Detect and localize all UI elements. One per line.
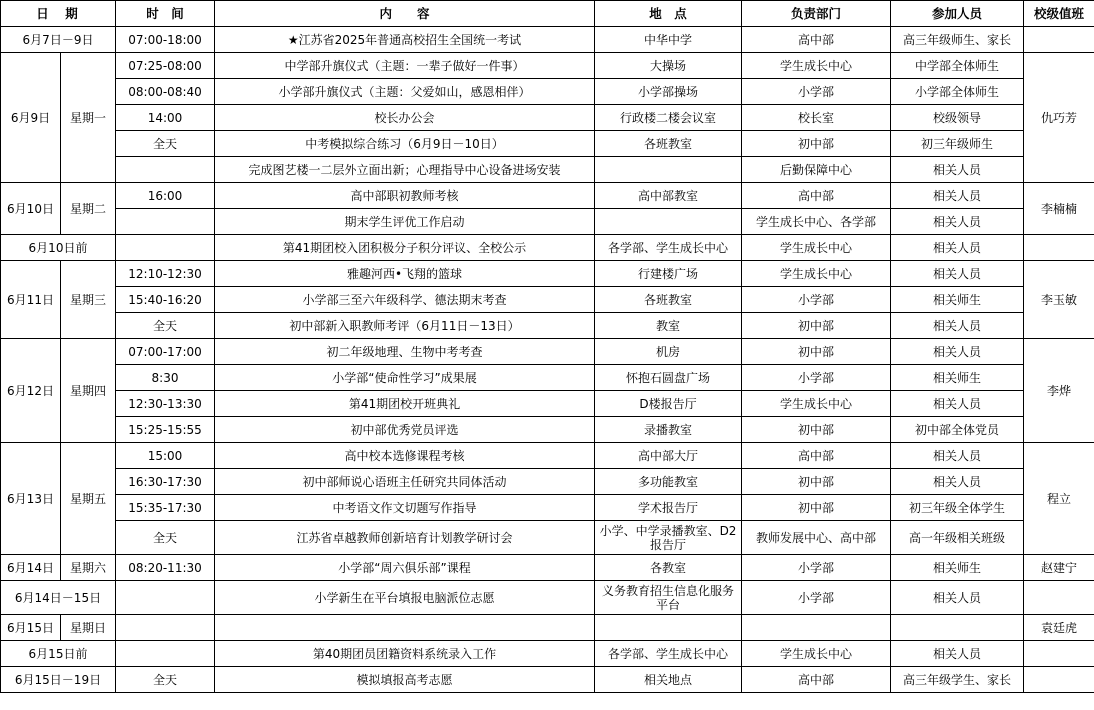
content-cell: 中考语文作文切题写作指导 — [215, 495, 595, 521]
people-cell: 相关师生 — [891, 555, 1024, 581]
people-cell: 初三年级师生 — [891, 131, 1024, 157]
duty-cell: 仇巧芳 — [1024, 53, 1094, 183]
weekday-cell: 星期一 — [61, 53, 116, 183]
duty-cell: 李玉敏 — [1024, 261, 1094, 339]
time-cell: 12:10-12:30 — [116, 261, 215, 287]
date-cell: 6月15日前 — [1, 641, 116, 667]
content-cell: 模拟填报高考志愿 — [215, 667, 595, 693]
header-content: 内 容 — [215, 1, 595, 27]
place-cell: 教室 — [595, 313, 742, 339]
place-cell: 各班教室 — [595, 287, 742, 313]
date-cell: 6月14日 — [1, 555, 61, 581]
table-row — [1, 313, 1094, 339]
table-row — [1, 131, 1094, 157]
weekday-cell: 星期四 — [61, 339, 116, 443]
people-cell: 相关人员 — [891, 235, 1024, 261]
content-cell: ★江苏省2025年普通高校招生全国统一考试 — [215, 27, 595, 53]
time-cell: 07:00-18:00 — [116, 27, 215, 53]
people-cell: 相关师生 — [891, 365, 1024, 391]
people-cell: 校级领导 — [891, 105, 1024, 131]
place-cell: 各教室 — [595, 555, 742, 581]
weekday-cell: 星期二 — [61, 183, 116, 235]
place-cell — [595, 157, 742, 183]
date-cell: 6月14日－15日 — [1, 581, 116, 615]
header-people: 参加人员 — [891, 1, 1024, 27]
place-cell: 行政楼二楼会议室 — [595, 105, 742, 131]
people-cell: 初三年级全体学生 — [891, 495, 1024, 521]
table-row — [1, 287, 1094, 313]
table-row — [1, 469, 1094, 495]
dept-cell: 高中部 — [742, 667, 891, 693]
people-cell: 相关人员 — [891, 641, 1024, 667]
date-cell: 6月15日－19日 — [1, 667, 116, 693]
place-cell: 各学部、学生成长中心 — [595, 641, 742, 667]
place-cell: 各学部、学生成长中心 — [595, 235, 742, 261]
people-cell: 相关人员 — [891, 339, 1024, 365]
time-cell — [116, 157, 215, 183]
dept-cell: 初中部 — [742, 131, 891, 157]
place-cell: 多功能教室 — [595, 469, 742, 495]
time-cell: 07:25-08:00 — [116, 53, 215, 79]
table-row — [1, 391, 1094, 417]
duty-cell — [1024, 235, 1094, 261]
place-cell: 行建楼广场 — [595, 261, 742, 287]
dept-cell: 初中部 — [742, 469, 891, 495]
place-cell — [595, 209, 742, 235]
content-cell: 小学部“周六俱乐部”课程 — [215, 555, 595, 581]
time-cell: 15:35-17:30 — [116, 495, 215, 521]
date-cell: 6月11日 — [1, 261, 61, 339]
people-cell: 相关人员 — [891, 443, 1024, 469]
date-cell: 6月9日 — [1, 53, 61, 183]
time-cell — [116, 615, 215, 641]
table-row — [1, 641, 1094, 667]
table-row — [1, 27, 1094, 53]
table-row — [1, 555, 1094, 581]
header-place: 地 点 — [595, 1, 742, 27]
content-cell: 第40期团员团籍资料系统录入工作 — [215, 641, 595, 667]
dept-cell: 学生成长中心 — [742, 391, 891, 417]
content-cell: 高中部职初教师考核 — [215, 183, 595, 209]
place-cell: 机房 — [595, 339, 742, 365]
duty-cell: 程立 — [1024, 443, 1094, 555]
people-cell: 高三年级学生、家长 — [891, 667, 1024, 693]
time-cell: 14:00 — [116, 105, 215, 131]
people-cell: 相关人员 — [891, 209, 1024, 235]
table-row — [1, 615, 1094, 641]
content-cell: 中学部升旗仪式（主题：一辈子做好一件事） — [215, 53, 595, 79]
date-cell: 6月13日 — [1, 443, 61, 555]
content-cell: 高中校本选修课程考核 — [215, 443, 595, 469]
people-cell: 高一年级相关班级 — [891, 521, 1024, 555]
dept-cell: 学生成长中心 — [742, 641, 891, 667]
duty-cell: 李楠楠 — [1024, 183, 1094, 235]
dept-cell: 学生成长中心 — [742, 261, 891, 287]
place-cell: 高中部教室 — [595, 183, 742, 209]
dept-cell: 小学部 — [742, 581, 891, 615]
dept-cell: 学生成长中心 — [742, 235, 891, 261]
place-cell: 录播教室 — [595, 417, 742, 443]
time-cell: 15:40-16:20 — [116, 287, 215, 313]
time-cell: 16:30-17:30 — [116, 469, 215, 495]
table-row — [1, 183, 1094, 209]
place-cell: 各班教室 — [595, 131, 742, 157]
content-cell: 小学新生在平台填报电脑派位志愿 — [215, 581, 595, 615]
table-row — [1, 235, 1094, 261]
duty-cell: 李烨 — [1024, 339, 1094, 443]
date-cell: 6月10日前 — [1, 235, 116, 261]
content-cell: 初二年级地理、生物中考考查 — [215, 339, 595, 365]
people-cell: 相关人员 — [891, 469, 1024, 495]
time-cell — [116, 581, 215, 615]
content-cell — [215, 615, 595, 641]
place-cell: 中华中学 — [595, 27, 742, 53]
content-cell: 中考模拟综合练习（6月9日－10日） — [215, 131, 595, 157]
dept-cell: 初中部 — [742, 495, 891, 521]
time-cell: 07:00-17:00 — [116, 339, 215, 365]
date-cell: 6月7日－9日 — [1, 27, 116, 53]
duty-cell: 赵建宁 — [1024, 555, 1094, 581]
table-row — [1, 261, 1094, 287]
people-cell: 相关人员 — [891, 261, 1024, 287]
dept-cell: 学生成长中心 — [742, 53, 891, 79]
table-row — [1, 667, 1094, 693]
people-cell: 相关人员 — [891, 391, 1024, 417]
table-row — [1, 581, 1094, 615]
header-date: 日 期 — [1, 1, 116, 27]
table-row — [1, 417, 1094, 443]
header-time: 时 间 — [116, 1, 215, 27]
table-row — [1, 209, 1094, 235]
place-cell: 小学、中学录播教室、D2报告厅 — [595, 521, 742, 555]
header-row — [1, 1, 1094, 27]
content-cell: 小学部“使命性学习”成果展 — [215, 365, 595, 391]
people-cell — [891, 615, 1024, 641]
table-row — [1, 521, 1094, 555]
content-cell: 第41期团校入团积极分子积分评议、全校公示 — [215, 235, 595, 261]
dept-cell: 学生成长中心、各学部 — [742, 209, 891, 235]
content-cell: 江苏省卓越教师创新培育计划教学研讨会 — [215, 521, 595, 555]
dept-cell: 后勤保障中心 — [742, 157, 891, 183]
table-row — [1, 79, 1094, 105]
weekday-cell: 星期六 — [61, 555, 116, 581]
dept-cell: 小学部 — [742, 365, 891, 391]
dept-cell: 教师发展中心、高中部 — [742, 521, 891, 555]
dept-cell: 小学部 — [742, 79, 891, 105]
content-cell: 雅趣河西•飞翔的篮球 — [215, 261, 595, 287]
date-cell: 6月10日 — [1, 183, 61, 235]
time-cell: 08:00-08:40 — [116, 79, 215, 105]
weekday-cell: 星期日 — [61, 615, 116, 641]
date-cell: 6月15日 — [1, 615, 61, 641]
dept-cell: 初中部 — [742, 339, 891, 365]
duty-cell — [1024, 27, 1094, 53]
duty-cell: 袁廷虎 — [1024, 615, 1094, 641]
time-cell: 全天 — [116, 313, 215, 339]
dept-cell: 小学部 — [742, 555, 891, 581]
time-cell: 全天 — [116, 131, 215, 157]
time-cell: 8:30 — [116, 365, 215, 391]
table-row — [1, 53, 1094, 79]
dept-cell: 小学部 — [742, 287, 891, 313]
place-cell: 大操场 — [595, 53, 742, 79]
time-cell: 12:30-13:30 — [116, 391, 215, 417]
content-cell: 完成图艺楼一二层外立面出新；心理指导中心设备进场安装 — [215, 157, 595, 183]
weekday-cell: 星期三 — [61, 261, 116, 339]
dept-cell: 高中部 — [742, 443, 891, 469]
table-row — [1, 443, 1094, 469]
place-cell: 高中部大厅 — [595, 443, 742, 469]
content-cell: 小学部三至六年级科学、德法期末考查 — [215, 287, 595, 313]
time-cell: 16:00 — [116, 183, 215, 209]
time-cell: 全天 — [116, 667, 215, 693]
people-cell: 中学部全体师生 — [891, 53, 1024, 79]
content-cell: 期末学生评优工作启动 — [215, 209, 595, 235]
people-cell: 相关人员 — [891, 581, 1024, 615]
dept-cell — [742, 615, 891, 641]
people-cell: 相关人员 — [891, 183, 1024, 209]
place-cell: 相关地点 — [595, 667, 742, 693]
table-row — [1, 157, 1094, 183]
content-cell: 校长办公会 — [215, 105, 595, 131]
duty-cell — [1024, 667, 1094, 693]
dept-cell: 高中部 — [742, 183, 891, 209]
time-cell: 15:00 — [116, 443, 215, 469]
time-cell: 全天 — [116, 521, 215, 555]
table-row — [1, 365, 1094, 391]
duty-cell — [1024, 581, 1094, 615]
header-dept: 负责部门 — [742, 1, 891, 27]
duty-cell — [1024, 641, 1094, 667]
place-cell — [595, 615, 742, 641]
time-cell: 08:20-11:30 — [116, 555, 215, 581]
dept-cell: 高中部 — [742, 27, 891, 53]
table-row — [1, 495, 1094, 521]
people-cell: 小学部全体师生 — [891, 79, 1024, 105]
content-cell: 小学部升旗仪式（主题：父爱如山，感恩相伴） — [215, 79, 595, 105]
dept-cell: 校长室 — [742, 105, 891, 131]
place-cell: 学术报告厅 — [595, 495, 742, 521]
header-duty: 校级值班 — [1024, 1, 1094, 27]
schedule-body — [1, 27, 1094, 693]
people-cell: 相关人员 — [891, 313, 1024, 339]
people-cell: 初中部全体党员 — [891, 417, 1024, 443]
time-cell — [116, 641, 215, 667]
place-cell: 义务教育招生信息化服务平台 — [595, 581, 742, 615]
dept-cell: 初中部 — [742, 313, 891, 339]
time-cell: 15:25-15:55 — [116, 417, 215, 443]
dept-cell: 初中部 — [742, 417, 891, 443]
date-cell: 6月12日 — [1, 339, 61, 443]
place-cell: 小学部操场 — [595, 79, 742, 105]
table-row — [1, 105, 1094, 131]
weekday-cell: 星期五 — [61, 443, 116, 555]
content-cell: 第41期团校开班典礼 — [215, 391, 595, 417]
time-cell — [116, 235, 215, 261]
time-cell — [116, 209, 215, 235]
place-cell: D楼报告厅 — [595, 391, 742, 417]
content-cell: 初中部优秀党员评选 — [215, 417, 595, 443]
place-cell: 怀抱石圆盘广场 — [595, 365, 742, 391]
content-cell: 初中部新入职教师考评（6月11日－13日） — [215, 313, 595, 339]
people-cell: 高三年级师生、家长 — [891, 27, 1024, 53]
people-cell: 相关人员 — [891, 157, 1024, 183]
people-cell: 相关师生 — [891, 287, 1024, 313]
content-cell: 初中部师说心语班主任研究共同体活动 — [215, 469, 595, 495]
table-row — [1, 339, 1094, 365]
